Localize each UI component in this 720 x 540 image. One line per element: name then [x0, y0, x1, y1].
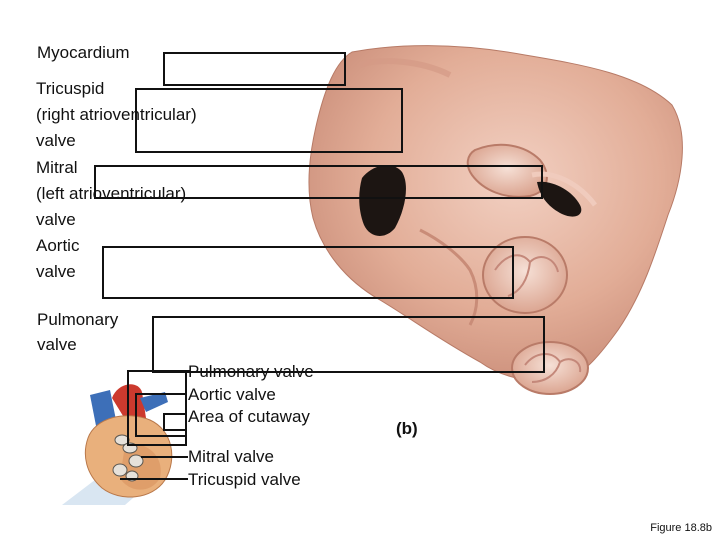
tricuspid-valve-label: Tricuspid (right atrioventricular) valve	[36, 79, 197, 150]
inset-mitral-ring	[129, 455, 143, 467]
pulmonary-valve-opening	[512, 342, 588, 394]
myocardium-label: Myocardium	[37, 43, 130, 62]
pulmonary-valve-label: Pulmonary valve	[37, 310, 119, 354]
aortic-valve-label: Aortic valve	[36, 236, 80, 281]
mitral-valve-label: Mitral (left atrioventricular) valve	[36, 158, 187, 229]
inset-pulmonary-valve-label: Pulmonary valve	[188, 362, 314, 381]
cutaway-box	[164, 414, 186, 430]
inset-area-of-cutaway-label: Area of cutaway	[188, 407, 310, 426]
inset-tricuspid-valve-label: Tricuspid valve	[188, 470, 301, 489]
aortic-valve-opening	[483, 237, 567, 313]
inset-tricuspid-ring	[113, 464, 127, 476]
heart-specimen-photo	[309, 46, 682, 394]
panel-letter: (b)	[396, 419, 418, 438]
inset-mitral-valve-label: Mitral valve	[188, 447, 274, 466]
figure-number: Figure 18.8b	[650, 522, 712, 534]
inset-aortic-valve-label: Aortic valve	[188, 385, 276, 404]
